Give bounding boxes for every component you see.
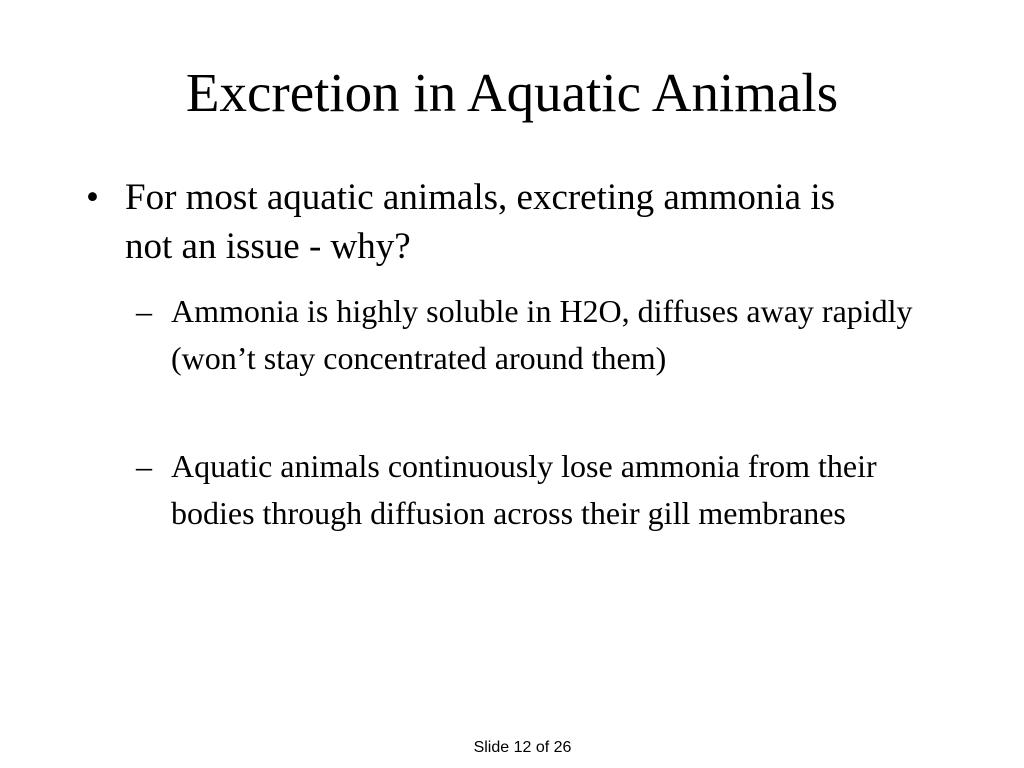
sub-bullet-text: Aquatic animals continuously lose ammonia from their bodies through diffusion across their gill membranes — [171, 448, 877, 531]
slide-title: Excretion in Aquatic Animals — [185, 62, 839, 123]
sub-bullet-text: Ammonia is highly soluble in H2O, diffuses away rapidly (won’t stay concentrated around them) — [171, 293, 913, 376]
bullet-text: For most aquatic animals, excreting ammonia is not an issue - why? — [125, 177, 836, 267]
bullet-item — [86, 173, 886, 271]
sub-bullet-item — [136, 443, 936, 537]
bullet-marker: • — [86, 177, 99, 218]
slide-number-footer: Slide 12 of 26 — [473, 739, 572, 756]
sub-bullet-marker: – — [136, 448, 152, 484]
sub-bullet-item — [136, 288, 936, 382]
sub-bullet-marker: – — [136, 293, 152, 329]
